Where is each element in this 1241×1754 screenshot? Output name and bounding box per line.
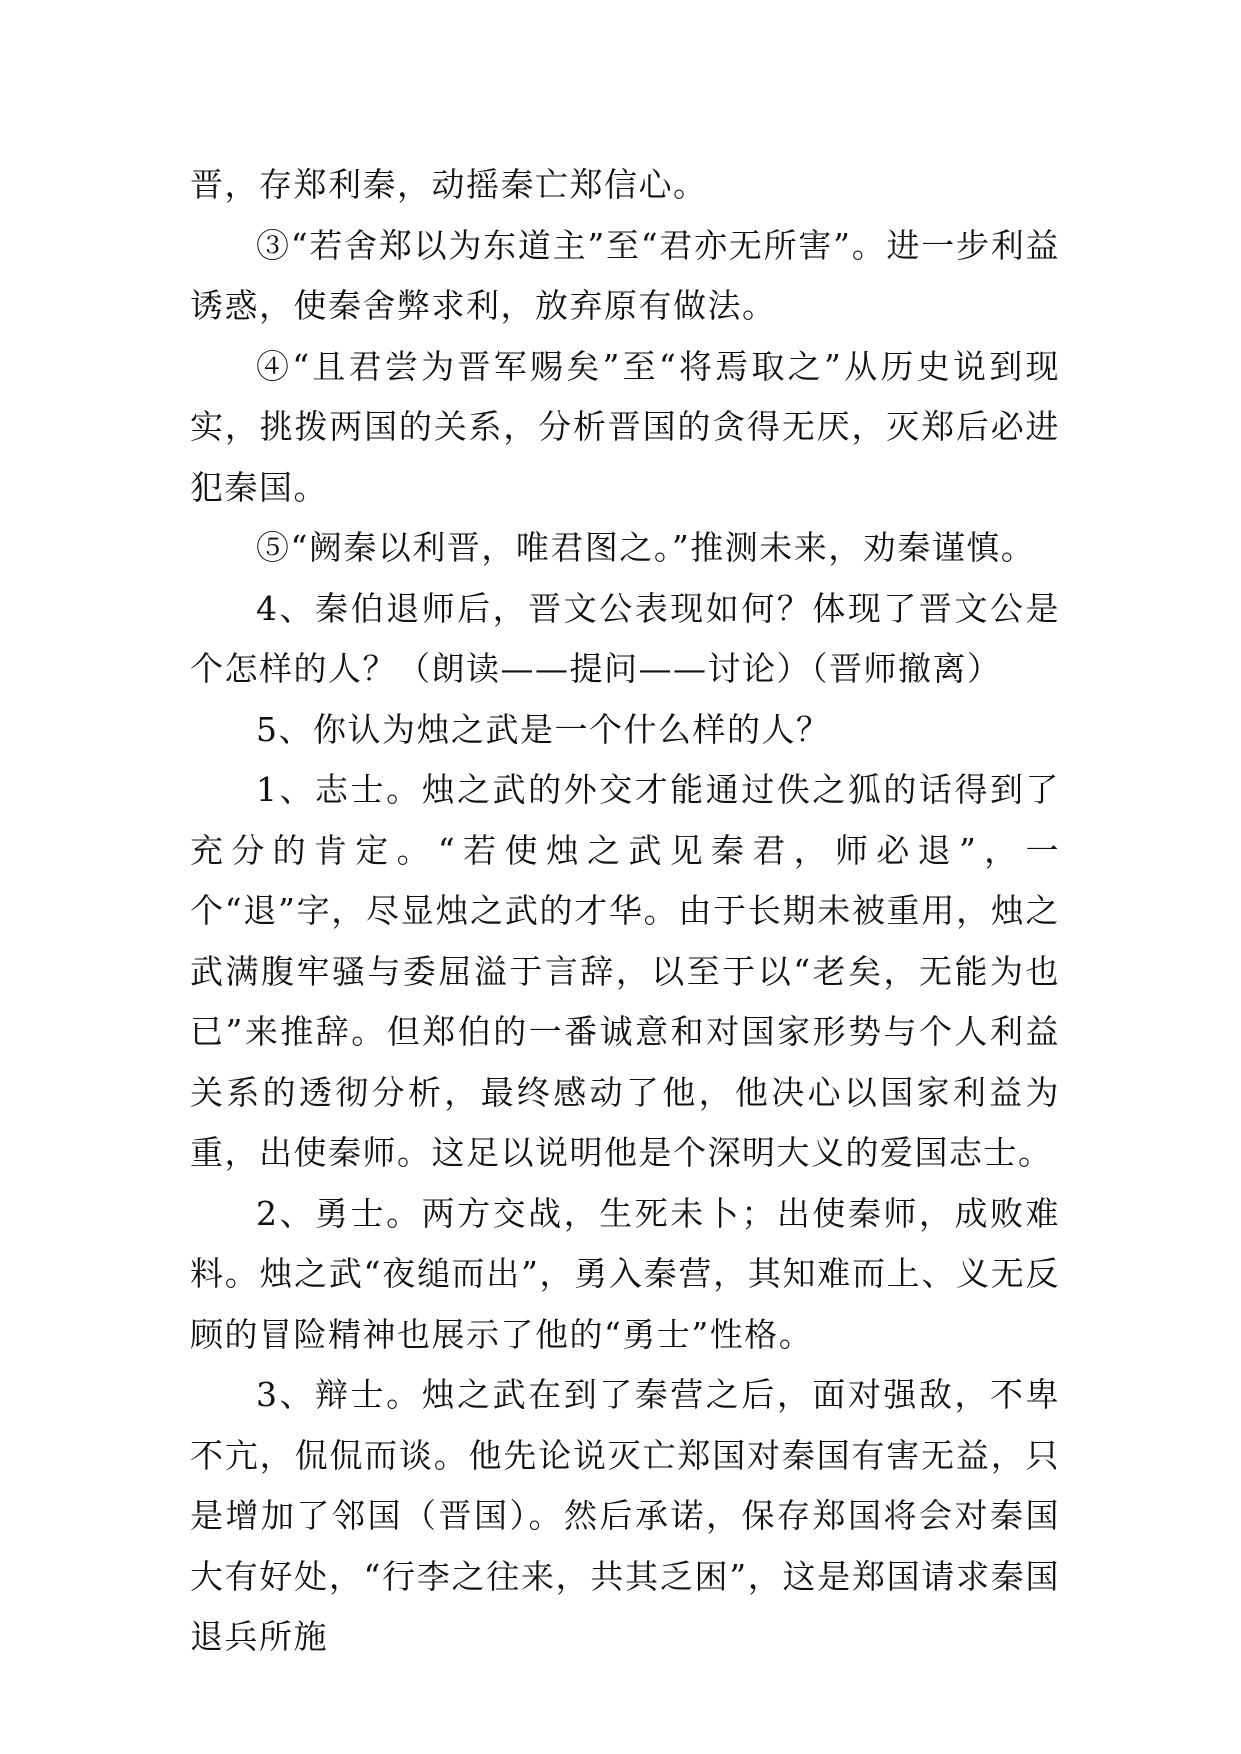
document-body <box>190 155 1060 1668</box>
paragraph-1: 晋，存郑利秦，动摇秦亡郑信心。 <box>190 165 708 204</box>
paragraph-7: 1、志士。烛之武的外交才能通过佚之狐的话得到了充分的肯定。“若使烛之武见秦君，师必退”，一个“退”字，尽显烛之武的才华。由于长期未被重用，烛之武满腹牢骚与委屈溢于言辞，以至于以“老矣，无能为也已”来推辞。但郑伯的一番诚意和对国家形势与个人利益关系的透彻分析，最终感动了他，他决心以国家利益为重，出使秦师。这足以说明他是个深明大义的爱国志士。 <box>190 770 1060 1172</box>
paragraph-6: 5、你认为烛之武是一个什么样的人？ <box>256 709 831 749</box>
paragraph-2: ③“若舍郑以为东道主”至“君亦无所害”。进一步利益诱惑，使秦舍弊求利，放弃原有做法。 <box>190 225 1060 325</box>
paragraph-4: ⑤“阙秦以利晋，唯君图之。”推测未来，劝秦谨慎。 <box>256 528 1036 567</box>
paragraph-5: 4、秦伯退师后，晋文公表现如何？体现了晋文公是个怎样的人？（朗读——提问——讨论）（晋师撤离） <box>190 588 1060 688</box>
paragraph-3: ④“且君尝为晋军赐矣”至“将焉取之”从历史说到现实，挑拨两国的关系，分析晋国的贪得无厌，灭郑后必进犯秦国。 <box>190 346 1060 507</box>
paragraph-8: 2、勇士。两方交战，生死未卜；出使秦师，成败难料。烛之武“夜缒而出”，勇入秦营，其知难而上、义无反顾的冒险精神也展示了他的“勇士”性格。 <box>190 1193 1060 1354</box>
paragraph-9: 3、辩士。烛之武在到了秦营之后，面对强敌，不卑不亢，侃侃而谈。他先论说灭亡郑国对秦国有害无益，只是增加了邻国（晋国）。然后承诺，保存郑国将会对秦国大有好处，“行李之往来，共其乏困”，这是郑国请求秦国退兵所施 <box>190 1375 1060 1656</box>
